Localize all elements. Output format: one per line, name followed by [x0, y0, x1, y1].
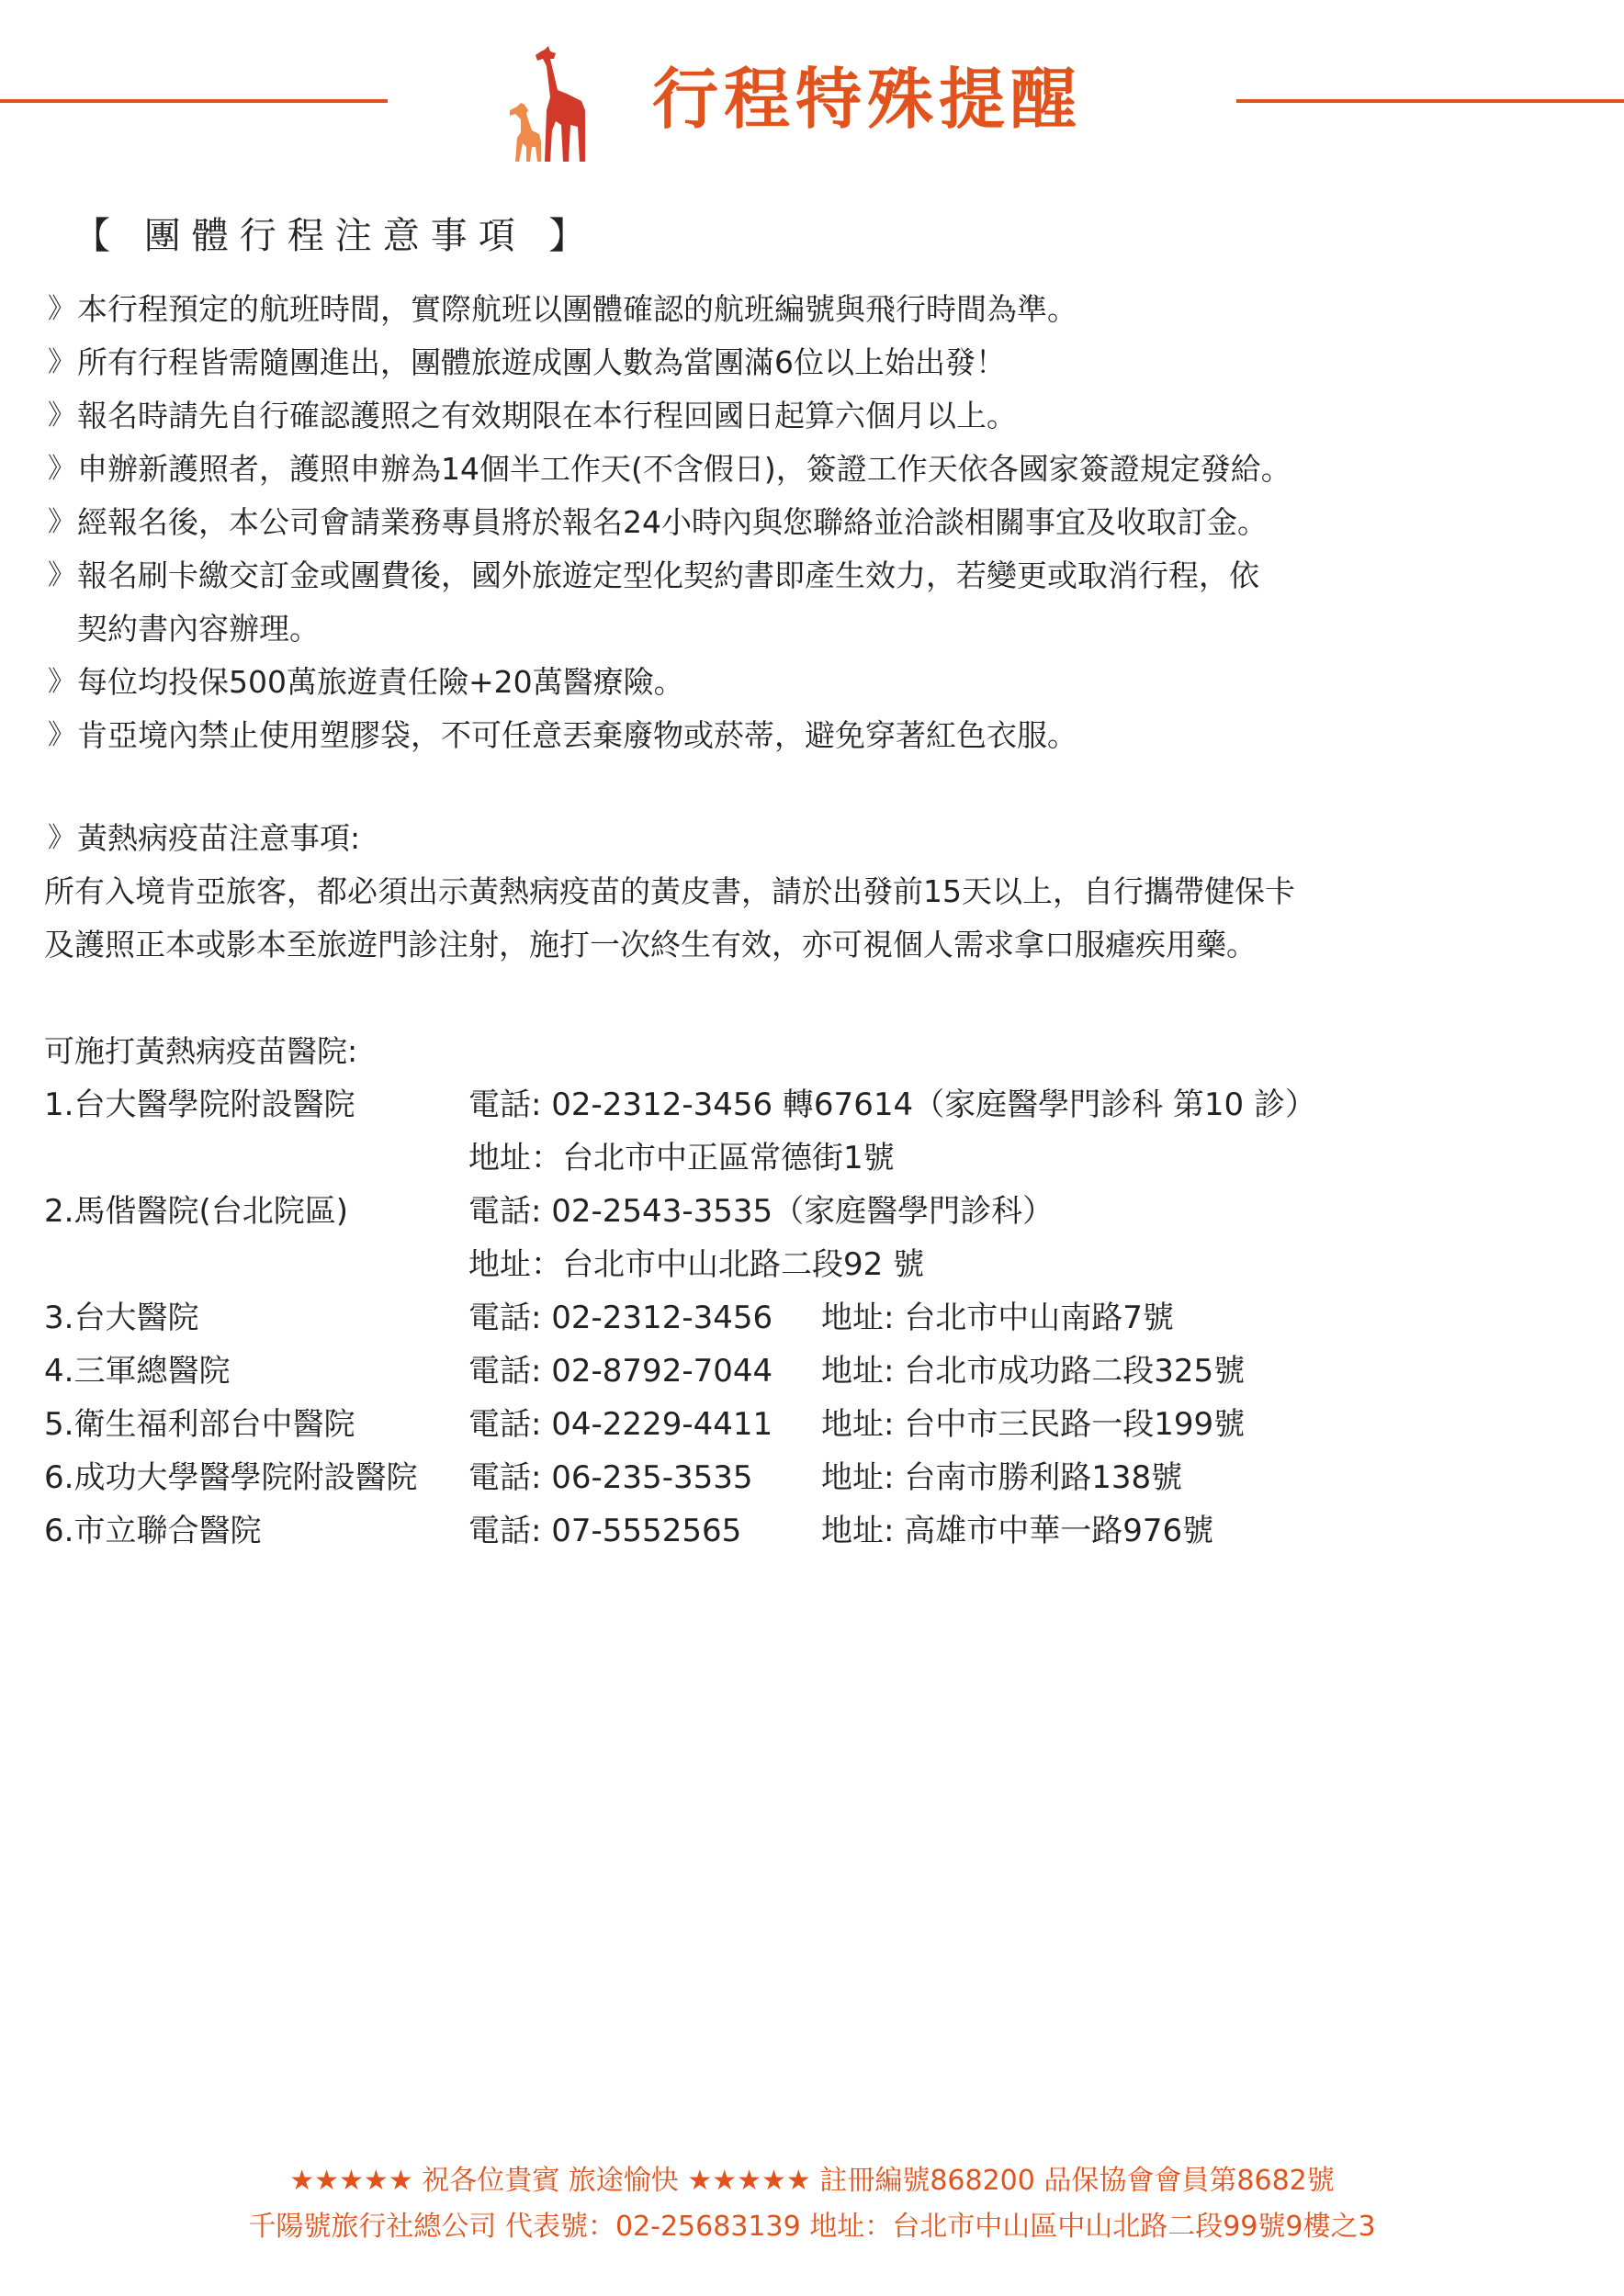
hospital-name: 5.衛生福利部台中醫院: [44, 1406, 355, 1443]
hospital-address: 地址: 台北市成功路二段325號: [821, 1353, 1246, 1390]
bullet-icon: 》: [48, 346, 75, 378]
hospital-address: 地址: 台中市三民路一段199號: [821, 1406, 1246, 1443]
yellow-fever-body: [44, 865, 1551, 972]
list-item: [48, 389, 1573, 443]
hospital-phone: 電話: 07-5552565: [468, 1513, 742, 1549]
hospital-address: 地址：台北市中山北路二段92 號: [468, 1246, 925, 1283]
note-text: 每位均投保500萬旅遊責任險+20萬醫療險。: [77, 664, 684, 700]
bullet-icon: 》: [48, 719, 75, 751]
header-rule-right: [1236, 99, 1624, 103]
note-text: 報名刷卡繳交訂金或團費後，國外旅遊定型化契約書即產生效力，若變更或取消行程，依: [77, 557, 1259, 593]
note-text: 契約書內容辦理。: [77, 611, 320, 647]
bullet-icon: 》: [48, 666, 75, 698]
hospital-name: 6.市立聯合醫院: [44, 1513, 262, 1549]
note-text: 申辦新護照者，護照申辦為14個半工作天(不含假日)，簽證工作天依各國家簽證規定發給。: [77, 451, 1291, 487]
notes-list: [48, 283, 1573, 762]
hospital-name: 4.三軍總醫院: [44, 1353, 231, 1390]
hospital-name: 6.成功大學醫學院附設醫院: [44, 1459, 418, 1496]
table-row: [44, 1345, 1587, 1398]
list-item: [48, 283, 1573, 336]
hospital-name: 1.台大醫學院附設醫院: [44, 1086, 355, 1123]
note-text: 所有行程皆需隨團進出，團體旅遊成團人數為當團滿6位以上始出發！: [77, 344, 1006, 380]
table-row: [44, 1504, 1587, 1558]
list-item-continuation: [48, 602, 1573, 656]
hospital-address: 地址：台北市中正區常德街1號: [468, 1140, 895, 1176]
bullet-icon: 》: [48, 453, 75, 485]
hospital-phone: 電話: 04-2229-4411: [468, 1406, 773, 1443]
note-text: 本行程預定的航班時間，實際航班以團體確認的航班編號與飛行時間為準。: [77, 291, 1077, 327]
giraffe-icon: [501, 46, 611, 162]
footer-slogan: ★★★★★ 祝各位貴賓 旅途愉快 ★★★★★ 註冊編號868200 品保協會會員第8682號: [289, 2165, 1335, 2197]
table-row: [44, 1185, 1587, 1238]
hospital-phone: 電話: 02-2543-3535（家庭醫學門診科）: [468, 1193, 1054, 1230]
hospital-name: 2.馬偕醫院(台北院區): [44, 1193, 348, 1230]
bullet-icon: 》: [48, 400, 75, 432]
hospital-phone: 電話: 02-2312-3456: [468, 1300, 773, 1336]
header-rule-left: [0, 99, 388, 103]
hospital-phone: 電話: 02-8792-7044: [468, 1353, 773, 1390]
table-row: [44, 1078, 1587, 1131]
hospital-name: 3.台大醫院: [44, 1300, 199, 1336]
note-text: 報名時請先自行確認護照之有效期限在本行程回國日起算六個月以上。: [77, 398, 1017, 433]
hospitals-title: 可施打黃熱病疫苗醫院:: [44, 1033, 358, 1069]
yellow-fever-heading: [48, 812, 360, 865]
list-item: [48, 656, 1573, 709]
note-text: 經報名後，本公司會請業務專員將於報名24小時內與您聯絡並洽談相關事宜及收取訂金。: [77, 504, 1268, 540]
list-item: [48, 709, 1573, 762]
hospital-address: 地址: 台北市中山南路7號: [821, 1300, 1174, 1336]
list-item: [48, 496, 1573, 549]
list-item: [48, 549, 1573, 602]
hospital-phone: 電話: 02-2312-3456 轉67614（家庭醫學門診科 第10 診）: [468, 1086, 1316, 1123]
list-item: [48, 336, 1573, 389]
table-row: [44, 1131, 1587, 1185]
bullet-icon: 》: [48, 506, 75, 538]
hospital-phone: 電話: 06-235-3535: [468, 1459, 753, 1496]
table-row: [44, 1291, 1587, 1345]
bullet-icon: 》: [48, 822, 75, 854]
yellow-fever-line: 所有入境肯亞旅客，都必須出示黃熱病疫苗的黃皮書，請於出發前15天以上，自行攜帶健保卡: [44, 873, 1295, 909]
list-item: [48, 443, 1573, 496]
yellow-fever-line: 及護照正本或影本至旅遊門診注射，施打一次終生有效，亦可視個人需求拿口服瘧疾用藥。: [44, 927, 1257, 962]
hospital-address: 地址: 台南市勝利路138號: [821, 1459, 1183, 1496]
giraffe-small: [510, 103, 541, 162]
page-title: 行程特殊提醒: [652, 61, 1083, 138]
yellow-fever-heading-text: 黃熱病疫苗注意事項:: [77, 820, 361, 856]
hospital-address: 地址: 高雄市中華一路976號: [821, 1513, 1214, 1549]
section-heading: 【 團體行程注意事項 】: [73, 215, 597, 257]
table-row: [44, 1451, 1587, 1504]
note-text: 肯亞境內禁止使用塑膠袋，不可任意丟棄廢物或菸蒂，避免穿著紅色衣服。: [77, 717, 1077, 753]
table-row: [44, 1238, 1587, 1291]
table-row: [44, 1398, 1587, 1451]
footer-company-info: 千陽號旅行社總公司 代表號：02-25683139 地址：台北市中山區中山北路二段99號9樓之3: [248, 2211, 1376, 2243]
bullet-icon: 》: [48, 293, 75, 325]
hospitals-table: [44, 1078, 1587, 1558]
giraffe-large: [536, 46, 585, 162]
bullet-icon: 》: [48, 559, 75, 591]
